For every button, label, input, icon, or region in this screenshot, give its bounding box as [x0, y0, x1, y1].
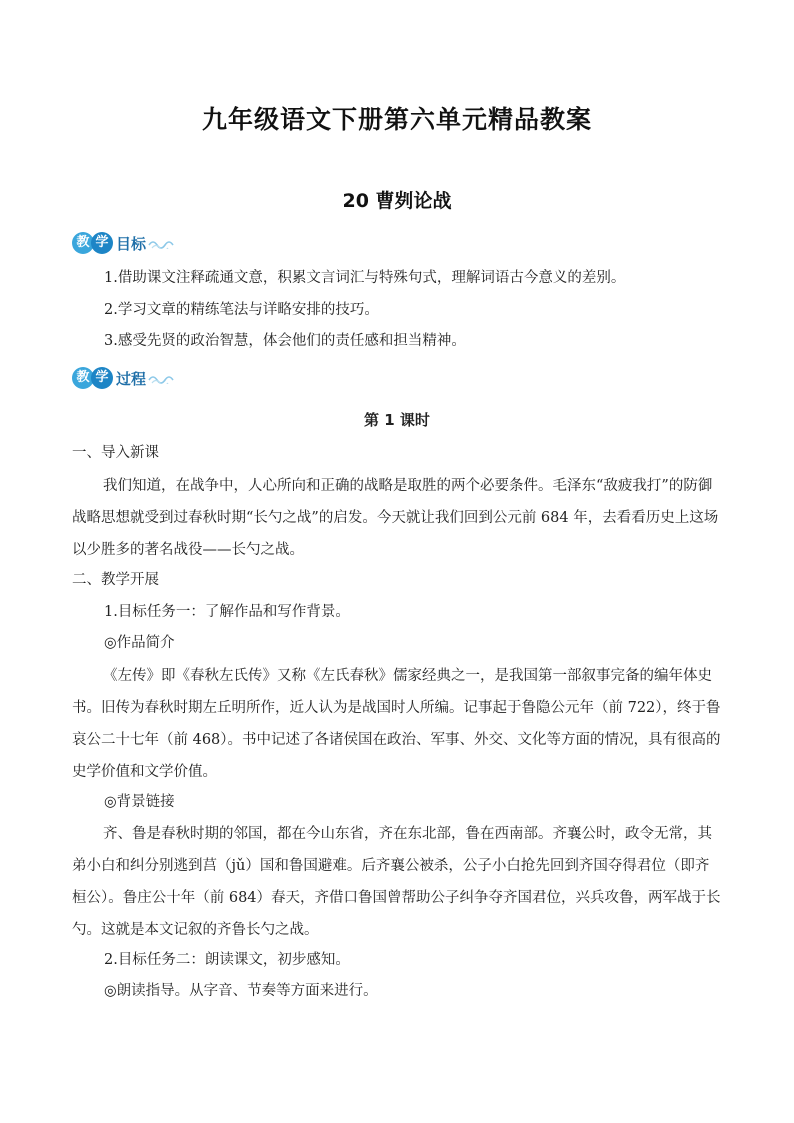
badge-char: 教 — [72, 367, 94, 389]
intro-paragraph: 《左传》即《春秋左氏传》又称《左氏春秋》儒家经典之一，是我国第一部叙事完备的编年体史书。旧传为春秋时期左丘明所作，近人认为是战国时人所编。记事起于鲁隐公元年（前 722），终于鲁哀公二十七年（前 468）。书中记述了各诸侯国在政治、军事、外交、文化等方面的情况，具有很高的史学价值和文学价值。 — [72, 668, 721, 780]
period-heading: 第 1 课时 — [364, 411, 430, 429]
lesson-title: 20 曹刿论战 — [342, 190, 452, 212]
badge-char: 教 — [72, 232, 94, 254]
goal-item: 1.借助课文注释疏通文意，积累文言词汇与特殊句式，理解词语古今意义的差别。 — [104, 270, 626, 286]
section-label: 目标 — [116, 234, 147, 253]
document-title: 九年级语文下册第六单元精品教案 — [201, 105, 592, 134]
goal-item: 2.学习文章的精练笔法与详略安排的技巧。 — [104, 302, 379, 318]
goal-item: 3.感受先贤的政治智慧，体会他们的责任感和担当精神。 — [104, 333, 466, 349]
section-label: 过程 — [116, 369, 147, 388]
background-paragraph: 齐、鲁是春秋时期的邻国，都在今山东省，齐在东北部，鲁在西南部。齐襄公时，政令无常，其弟小白和纠分别逃到莒（jǔ）国和鲁国避难。后齐襄公被杀，公子小白抢先回到齐国夺得君位（即齐桓公）。鲁庄公十年（前 684）春天，齐借口鲁国曾帮助公子纠争夺齐国君位，兴兵攻鲁，两军战于长勺。这就是本文记叙的齐鲁长勺之战。 — [72, 826, 721, 938]
background-heading: ◎背景链接 — [104, 794, 175, 810]
part1-heading: 一、导入新课 — [72, 445, 159, 461]
intro-heading: ◎作品简介 — [104, 635, 175, 651]
reading-guide-line: ◎朗读指导。从字音、节奏等方面来进行。 — [104, 983, 378, 999]
section-header-process — [72, 367, 174, 389]
task2-line: 2.目标任务二：朗读课文，初步感知。 — [104, 952, 350, 968]
section-header-goals — [72, 232, 174, 254]
badge-char: 学 — [91, 367, 113, 389]
part1-paragraph: 我们知道，在战争中，人心所向和正确的战略是取胜的两个必要条件。毛泽东“敌疲我打”的防御战略思想就受到过春秋时期“长勺之战”的启发。今天就让我们回到公元前 684 年，去看看历史上这场以少胜多的著名战役——长勺之战。 — [72, 478, 719, 558]
section-badge — [72, 232, 110, 254]
section-badge — [72, 367, 110, 389]
task1-line: 1.目标任务一：了解作品和写作背景。 — [104, 604, 350, 620]
badge-char: 学 — [91, 232, 113, 254]
wave-ornament-icon — [148, 372, 174, 384]
part2-heading: 二、教学开展 — [72, 572, 159, 588]
wave-ornament-icon — [148, 237, 174, 249]
